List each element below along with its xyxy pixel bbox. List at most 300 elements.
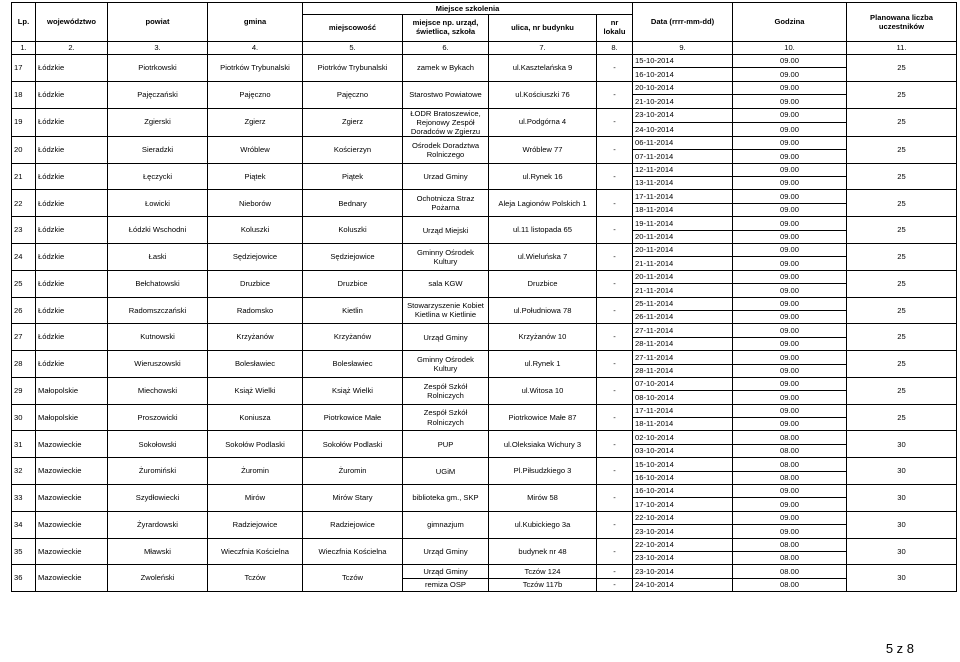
row-miejsce: biblioteka gm., SKP — [403, 485, 489, 512]
row-wojewodztwo: Łódzkie — [36, 244, 108, 271]
row-godzina: 09.00 — [733, 337, 847, 350]
row-liczba: 30 — [847, 485, 957, 512]
row-wojewodztwo: Mazowieckie — [36, 565, 108, 592]
row-data: 23-10-2014 — [633, 108, 733, 122]
row-miejscowosc: Kościerzyn — [303, 136, 403, 163]
row-miejscowosc: Mirów Stary — [303, 485, 403, 512]
row-powiat: Łęczycki — [108, 163, 208, 190]
table-row — [12, 538, 957, 551]
table-row — [12, 190, 957, 203]
row-godzina: 09.00 — [733, 122, 847, 136]
row-miejscowosc: Piotrkowice Małe — [303, 404, 403, 431]
row-godzina: 09.00 — [733, 244, 847, 257]
row-data: 16-10-2014 — [633, 485, 733, 498]
row-wojewodztwo: Małopolskie — [36, 377, 108, 404]
table-row — [12, 297, 957, 310]
row-ulica: Pl.Piłsudzkiego 3 — [489, 458, 597, 485]
col-nr-lokalu-header: nr lokalu — [597, 15, 633, 42]
row-nr-lokalu: - — [597, 81, 633, 108]
row-lp: 17 — [12, 55, 36, 82]
row-data: 17-11-2014 — [633, 190, 733, 203]
col-liczba-header: Planowana liczba uczestników — [847, 3, 957, 42]
row-miejscowosc: Piotrków Trybunalski — [303, 55, 403, 82]
row-ulica: Druzbice — [489, 270, 597, 297]
row-miejscowosc: Koluszki — [303, 217, 403, 244]
table-row — [12, 404, 957, 417]
row-data: 07-10-2014 — [633, 377, 733, 390]
row-wojewodztwo: Łódzkie — [36, 55, 108, 82]
row-miejscowosc: Zgierz — [303, 108, 403, 136]
row-miejscowosc: Bolesławiec — [303, 351, 403, 378]
row-miejscowosc: Sędziejowice — [303, 244, 403, 271]
row-ulica: Mirów 58 — [489, 485, 597, 512]
column-number-cell: 9. — [633, 42, 733, 55]
row-ulica: ul.Podgórna 4 — [489, 108, 597, 136]
row-data: 17-11-2014 — [633, 404, 733, 417]
row-gmina: Druzbice — [208, 270, 303, 297]
row-data: 18-11-2014 — [633, 203, 733, 216]
table-row — [12, 163, 957, 176]
column-number-cell: 10. — [733, 42, 847, 55]
row-godzina: 08.00 — [733, 538, 847, 551]
row-godzina: 09.00 — [733, 81, 847, 94]
col-powiat-header: powiat — [108, 3, 208, 42]
row-miejsce: ŁODR Bratoszewice, Rejonowy Zespół Doradców w Zgierzu — [403, 108, 489, 136]
row-gmina: Sędziejowice — [208, 244, 303, 271]
row-powiat: Bełchatowski — [108, 270, 208, 297]
row-wojewodztwo: Łódzkie — [36, 270, 108, 297]
row-powiat: Szydłowiecki — [108, 485, 208, 512]
row-data: 26-11-2014 — [633, 310, 733, 323]
row-gmina: Książ Wielki — [208, 377, 303, 404]
row-godzina: 09.00 — [733, 404, 847, 417]
row-powiat: Pajęczański — [108, 81, 208, 108]
row-nr-lokalu: - — [597, 108, 633, 136]
row-miejscowosc: Książ Wielki — [303, 377, 403, 404]
row-miejscowosc: Piątek — [303, 163, 403, 190]
column-number-cell: 5. — [303, 42, 403, 55]
col-miejsce-header: miejsce np. urząd, świetlica, szkoła — [403, 15, 489, 42]
row-gmina: Żuromin — [208, 458, 303, 485]
row-godzina: 09.00 — [733, 310, 847, 323]
row-wojewodztwo: Mazowieckie — [36, 511, 108, 538]
row-nr-lokalu: - — [597, 55, 633, 82]
row-wojewodztwo: Łódzkie — [36, 297, 108, 324]
row-data: 03-10-2014 — [633, 444, 733, 457]
row-ulica: ul.Witosa 10 — [489, 377, 597, 404]
row-powiat: Radomszczański — [108, 297, 208, 324]
row-ulica: Aleja Lagionów Polskich 1 — [489, 190, 597, 217]
row-wojewodztwo: Łódzkie — [36, 217, 108, 244]
row-ulica: ul.Rynek 1 — [489, 351, 597, 378]
training-schedule-sheet — [11, 2, 956, 592]
row-ulica: ul.Kubickiego 3a — [489, 511, 597, 538]
row-ulica: Tczów 117b — [489, 578, 597, 591]
row-miejsce: Starostwo Powiatowe — [403, 81, 489, 108]
row-wojewodztwo: Łódzkie — [36, 136, 108, 163]
table-row — [12, 511, 957, 524]
row-powiat: Wieruszowski — [108, 351, 208, 378]
row-liczba: 30 — [847, 511, 957, 538]
row-godzina: 09.00 — [733, 364, 847, 377]
row-miejscowosc: Wieczfnia Kościelna — [303, 538, 403, 565]
row-liczba: 30 — [847, 565, 957, 592]
row-nr-lokalu: - — [597, 324, 633, 351]
row-godzina: 09.00 — [733, 230, 847, 243]
row-liczba: 25 — [847, 244, 957, 271]
row-wojewodztwo: Łódzkie — [36, 190, 108, 217]
row-data: 21-10-2014 — [633, 95, 733, 108]
col-data-header: Data (rrrr-mm-dd) — [633, 3, 733, 42]
row-lp: 33 — [12, 485, 36, 512]
column-number-cell: 4. — [208, 42, 303, 55]
row-powiat: Sieradzki — [108, 136, 208, 163]
row-miejsce: Gminny Ośrodek Kultury — [403, 244, 489, 271]
row-data: 21-11-2014 — [633, 257, 733, 270]
page-number: 5 z 8 — [885, 641, 914, 656]
row-lp: 18 — [12, 81, 36, 108]
row-miejsce: sala KGW — [403, 270, 489, 297]
row-miejscowosc: Druzbice — [303, 270, 403, 297]
row-liczba: 25 — [847, 136, 957, 163]
row-lp: 29 — [12, 377, 36, 404]
row-powiat: Kutnowski — [108, 324, 208, 351]
column-number-cell: 8. — [597, 42, 633, 55]
row-lp: 34 — [12, 511, 36, 538]
row-miejscowosc: Bednary — [303, 190, 403, 217]
row-godzina: 09.00 — [733, 136, 847, 149]
row-wojewodztwo: Mazowieckie — [36, 458, 108, 485]
table-row — [12, 81, 957, 94]
column-number-cell: 1. — [12, 42, 36, 55]
table-row — [12, 458, 957, 471]
row-nr-lokalu: - — [597, 538, 633, 565]
row-wojewodztwo: Mazowieckie — [36, 485, 108, 512]
row-miejscowosc: Kietlin — [303, 297, 403, 324]
row-miejsce: Ośrodek Doradztwa Rolniczego — [403, 136, 489, 163]
row-godzina: 09.00 — [733, 257, 847, 270]
row-liczba: 25 — [847, 351, 957, 378]
row-wojewodztwo: Łódzkie — [36, 108, 108, 136]
row-powiat: Miechowski — [108, 377, 208, 404]
row-ulica: Tczów 124 — [489, 565, 597, 578]
row-miejscowosc: Radziejowice — [303, 511, 403, 538]
row-ulica: ul.Kościuszki 76 — [489, 81, 597, 108]
row-miejscowosc: Krzyżanów — [303, 324, 403, 351]
row-ulica: ul.11 listopada 65 — [489, 217, 597, 244]
row-miejsce: Urząd Gminy — [403, 538, 489, 565]
row-powiat: Mławski — [108, 538, 208, 565]
row-data: 18-11-2014 — [633, 418, 733, 431]
row-lp: 23 — [12, 217, 36, 244]
row-godzina: 09.00 — [733, 150, 847, 163]
row-godzina: 09.00 — [733, 511, 847, 524]
row-data: 22-10-2014 — [633, 538, 733, 551]
row-lp: 27 — [12, 324, 36, 351]
row-wojewodztwo: Łódzkie — [36, 324, 108, 351]
table-row — [12, 485, 957, 498]
row-data: 23-10-2014 — [633, 552, 733, 565]
row-gmina: Sokołów Podlaski — [208, 431, 303, 458]
row-ulica: Piotrkowice Małe 87 — [489, 404, 597, 431]
row-miejscowosc: Sokołów Podlaski — [303, 431, 403, 458]
row-lp: 36 — [12, 565, 36, 592]
row-powiat: Proszowicki — [108, 404, 208, 431]
col-group-miejsce-header: Miejsce szkolenia — [303, 3, 633, 15]
col-lp-header: Lp. — [12, 3, 36, 42]
row-godzina: 08.00 — [733, 458, 847, 471]
row-godzina: 09.00 — [733, 324, 847, 337]
row-gmina: Bolesławiec — [208, 351, 303, 378]
row-lp: 28 — [12, 351, 36, 378]
row-data: 28-11-2014 — [633, 364, 733, 377]
col-wojewodztwo-header: województwo — [36, 3, 108, 42]
row-lp: 26 — [12, 297, 36, 324]
row-godzina: 09.00 — [733, 377, 847, 390]
row-data: 15-10-2014 — [633, 458, 733, 471]
row-liczba: 25 — [847, 217, 957, 244]
row-liczba: 25 — [847, 190, 957, 217]
row-miejsce: zamek w Bykach — [403, 55, 489, 82]
row-liczba: 30 — [847, 431, 957, 458]
row-gmina: Piotrków Trybunalski — [208, 55, 303, 82]
row-liczba: 25 — [847, 324, 957, 351]
row-gmina: Koluszki — [208, 217, 303, 244]
row-wojewodztwo: Łódzkie — [36, 81, 108, 108]
row-miejscowosc: Tczów — [303, 565, 403, 592]
row-wojewodztwo: Łódzkie — [36, 351, 108, 378]
row-data: 17-10-2014 — [633, 498, 733, 511]
row-data: 20-11-2014 — [633, 244, 733, 257]
row-wojewodztwo: Mazowieckie — [36, 538, 108, 565]
row-ulica: ul.Rynek 16 — [489, 163, 597, 190]
row-miejsce: Zespół Szkół Rolniczych — [403, 404, 489, 431]
row-godzina: 09.00 — [733, 284, 847, 297]
column-number-cell: 6. — [403, 42, 489, 55]
row-nr-lokalu: - — [597, 578, 633, 591]
row-liczba: 25 — [847, 108, 957, 136]
table-body — [12, 55, 957, 592]
row-godzina: 09.00 — [733, 108, 847, 122]
table-row — [12, 108, 957, 122]
row-lp: 20 — [12, 136, 36, 163]
row-data: 16-10-2014 — [633, 471, 733, 484]
row-nr-lokalu: - — [597, 244, 633, 271]
row-liczba: 25 — [847, 55, 957, 82]
row-data: 20-10-2014 — [633, 81, 733, 94]
row-data: 20-11-2014 — [633, 270, 733, 283]
row-data: 24-10-2014 — [633, 578, 733, 591]
row-godzina: 09.00 — [733, 68, 847, 81]
table-row — [12, 324, 957, 337]
row-gmina: Zgierz — [208, 108, 303, 136]
row-liczba: 30 — [847, 458, 957, 485]
row-lp: 25 — [12, 270, 36, 297]
row-godzina: 08.00 — [733, 552, 847, 565]
row-miejsce: gimnazjum — [403, 511, 489, 538]
row-godzina: 08.00 — [733, 565, 847, 578]
row-lp: 32 — [12, 458, 36, 485]
table-row — [12, 217, 957, 230]
row-ulica: Krzyżanów 10 — [489, 324, 597, 351]
row-lp: 21 — [12, 163, 36, 190]
col-miejscowosc-header: miejscowość — [303, 15, 403, 42]
row-liczba: 25 — [847, 163, 957, 190]
row-godzina: 09.00 — [733, 485, 847, 498]
row-nr-lokalu: - — [597, 458, 633, 485]
row-ulica: ul.Oleksiaka Wichury 3 — [489, 431, 597, 458]
row-nr-lokalu: - — [597, 270, 633, 297]
row-miejscowosc: Pajęczno — [303, 81, 403, 108]
row-miejsce: UGiM — [403, 458, 489, 485]
row-nr-lokalu: - — [597, 190, 633, 217]
row-powiat: Sokołowski — [108, 431, 208, 458]
row-gmina: Radomsko — [208, 297, 303, 324]
row-liczba: 25 — [847, 377, 957, 404]
row-gmina: Koniusza — [208, 404, 303, 431]
row-data: 28-11-2014 — [633, 337, 733, 350]
col-ulica-header: ulica, nr budynku — [489, 15, 597, 42]
row-nr-lokalu: - — [597, 377, 633, 404]
table-header — [12, 3, 957, 55]
row-miejsce: Stowarzyszenie Kobiet Kietlina w Kietlinie — [403, 297, 489, 324]
row-lp: 31 — [12, 431, 36, 458]
row-godzina: 08.00 — [733, 471, 847, 484]
row-godzina: 09.00 — [733, 391, 847, 404]
row-gmina: Nieborów — [208, 190, 303, 217]
row-liczba: 25 — [847, 404, 957, 431]
row-lp: 30 — [12, 404, 36, 431]
row-ulica: ul.Wieluńska 7 — [489, 244, 597, 271]
row-data: 27-11-2014 — [633, 324, 733, 337]
row-data: 24-10-2014 — [633, 122, 733, 136]
row-miejsce: remiza OSP — [403, 578, 489, 591]
row-nr-lokalu: - — [597, 351, 633, 378]
row-godzina: 09.00 — [733, 351, 847, 364]
row-data: 20-11-2014 — [633, 230, 733, 243]
row-gmina: Krzyżanów — [208, 324, 303, 351]
row-data: 07-11-2014 — [633, 150, 733, 163]
row-gmina: Piątek — [208, 163, 303, 190]
row-lp: 22 — [12, 190, 36, 217]
table-row — [12, 55, 957, 68]
row-godzina: 09.00 — [733, 217, 847, 230]
row-miejsce: Urząd Miejski — [403, 217, 489, 244]
row-data: 21-11-2014 — [633, 284, 733, 297]
row-godzina: 09.00 — [733, 498, 847, 511]
column-number-cell: 3. — [108, 42, 208, 55]
table-row — [12, 377, 957, 390]
table-row — [12, 351, 957, 364]
col-gmina-header: gmina — [208, 3, 303, 42]
row-miejsce: Ochotnicza Straz Pożarna — [403, 190, 489, 217]
row-lp: 35 — [12, 538, 36, 565]
row-godzina: 09.00 — [733, 55, 847, 68]
row-miejscowosc: Żuromin — [303, 458, 403, 485]
row-nr-lokalu: - — [597, 404, 633, 431]
row-data: 22-10-2014 — [633, 511, 733, 524]
row-godzina: 08.00 — [733, 444, 847, 457]
row-nr-lokalu: - — [597, 217, 633, 244]
row-gmina: Wróblew — [208, 136, 303, 163]
row-nr-lokalu: - — [597, 565, 633, 578]
row-powiat: Żuromiński — [108, 458, 208, 485]
row-gmina: Pajęczno — [208, 81, 303, 108]
row-miejsce: PUP — [403, 431, 489, 458]
row-ulica: budynek nr 48 — [489, 538, 597, 565]
column-number-row — [12, 42, 957, 55]
row-gmina: Radziejowice — [208, 511, 303, 538]
row-data: 08-10-2014 — [633, 391, 733, 404]
row-godzina: 09.00 — [733, 297, 847, 310]
table-row — [12, 431, 957, 444]
table-row — [12, 565, 957, 578]
row-liczba: 25 — [847, 81, 957, 108]
row-godzina: 09.00 — [733, 177, 847, 190]
row-data: 25-11-2014 — [633, 297, 733, 310]
row-wojewodztwo: Mazowieckie — [36, 431, 108, 458]
row-godzina: 09.00 — [733, 190, 847, 203]
col-godzina-header: Godzina — [733, 3, 847, 42]
row-miejsce: Urzad Gminy — [403, 163, 489, 190]
row-godzina: 08.00 — [733, 431, 847, 444]
row-data: 02-10-2014 — [633, 431, 733, 444]
row-powiat: Piotrkowski — [108, 55, 208, 82]
row-gmina: Mirów — [208, 485, 303, 512]
row-miejsce: Zespół Szkół Rolniczych — [403, 377, 489, 404]
row-liczba: 25 — [847, 297, 957, 324]
row-nr-lokalu: - — [597, 485, 633, 512]
row-powiat: Łowicki — [108, 190, 208, 217]
row-nr-lokalu: - — [597, 163, 633, 190]
row-powiat: Łaski — [108, 244, 208, 271]
row-godzina: 09.00 — [733, 418, 847, 431]
row-ulica: ul.Południowa 78 — [489, 297, 597, 324]
row-data: 12-11-2014 — [633, 163, 733, 176]
row-wojewodztwo: Łódzkie — [36, 163, 108, 190]
row-ulica: ul.Kasztelańska 9 — [489, 55, 597, 82]
row-ulica: Wróblew 77 — [489, 136, 597, 163]
row-data: 13-11-2014 — [633, 177, 733, 190]
column-number-cell: 2. — [36, 42, 108, 55]
row-data: 06-11-2014 — [633, 136, 733, 149]
table-row — [12, 244, 957, 257]
row-nr-lokalu: - — [597, 511, 633, 538]
row-godzina: 09.00 — [733, 203, 847, 216]
row-miejsce: Urząd Gminy — [403, 565, 489, 578]
row-gmina: Wieczfnia Kościelna — [208, 538, 303, 565]
row-wojewodztwo: Małopolskie — [36, 404, 108, 431]
row-data: 27-11-2014 — [633, 351, 733, 364]
row-liczba: 25 — [847, 270, 957, 297]
row-miejsce: Urząd Gminy — [403, 324, 489, 351]
row-nr-lokalu: - — [597, 297, 633, 324]
row-liczba: 30 — [847, 538, 957, 565]
row-godzina: 09.00 — [733, 525, 847, 538]
column-number-cell: 11. — [847, 42, 957, 55]
row-lp: 24 — [12, 244, 36, 271]
row-lp: 19 — [12, 108, 36, 136]
row-godzina: 09.00 — [733, 163, 847, 176]
row-powiat: Zwoleński — [108, 565, 208, 592]
row-godzina: 09.00 — [733, 95, 847, 108]
table-row — [12, 270, 957, 283]
row-data: 15-10-2014 — [633, 55, 733, 68]
row-powiat: Łódzki Wschodni — [108, 217, 208, 244]
row-data: 23-10-2014 — [633, 525, 733, 538]
row-nr-lokalu: - — [597, 136, 633, 163]
training-schedule-table — [11, 2, 957, 592]
